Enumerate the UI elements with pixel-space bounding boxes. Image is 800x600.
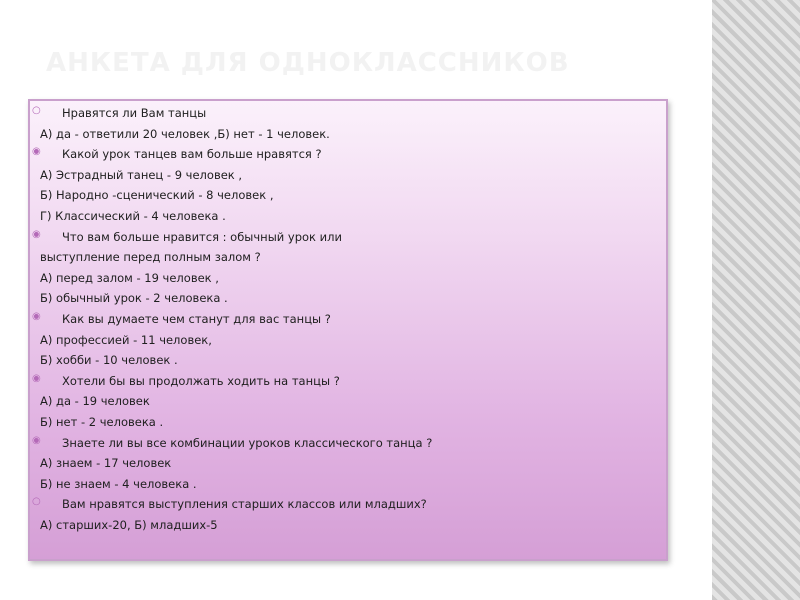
item-text: А) перед залом - 19 человек , [40,270,219,285]
item-text: А) профессией - 11 человек, [40,332,212,347]
item-text: А) старших-20, Б) младших-5 [40,518,218,532]
bullet-icon: ◉ [32,372,41,384]
answer-item [40,168,242,182]
item-text: А) да - 19 человек [40,394,150,409]
answer-item [40,250,261,264]
item-text: Б) не знаем - 4 человека . [40,476,197,491]
answer-item [40,188,273,202]
question-item [32,311,331,326]
answer-item [40,477,197,491]
item-text: А) знаем - 17 человек [40,456,172,471]
bullet-icon: ◉ [32,434,41,446]
bullet-icon: ○ [32,105,41,116]
item-text: Какой урок танцев вам больше нравятся ? [62,147,322,162]
item-text: Б) хобби - 10 человек . [40,353,178,368]
item-text: Б) нет - 2 человека . [40,415,164,429]
bullet-icon: ○ [32,496,41,508]
question-item [32,228,342,244]
item-text: Г) Классический - 4 человека . [40,209,226,223]
question-item [32,146,322,162]
survey-panel [28,99,668,561]
answer-item [40,456,171,470]
answer-item [40,271,219,285]
question-item [32,434,433,450]
page-title: АНКЕТА ДЛЯ ОДНОКЛАССНИКОВ [46,48,570,78]
answer-item [40,415,163,429]
item-text: А) да - ответили 20 человек ,Б) нет - 1 человек. [40,126,330,141]
item-text: Б) обычный урок - 2 человека . [40,291,228,306]
bullet-icon: ◉ [32,146,41,158]
item-text: Б) Народно -сценический - 8 человек , [40,188,274,203]
answer-item [40,353,178,367]
answer-item [40,291,228,305]
answer-item [40,127,330,141]
answer-item [40,333,212,347]
bullet-icon: ◉ [32,228,41,240]
bullet-icon: ◉ [32,311,41,322]
item-text: Вам нравятся выступления старших классов или младших? [62,497,427,512]
item-text: Что вам больше нравится : обычный урок или [62,229,342,244]
item-text: Хотели бы вы продолжать ходить на танцы ? [62,373,340,388]
item-text: А) Эстрадный танец - 9 человек , [40,167,243,182]
item-text: Знаете ли вы все комбинации уроков классического танца ? [62,435,433,450]
question-item [32,372,340,388]
item-text: выступление перед полным залом ? [40,250,261,265]
item-text: Как вы думаете чем станут для вас танцы ? [62,312,331,326]
question-item [32,105,207,120]
item-text: Нравятся ли Вам танцы [62,106,207,120]
question-item [32,496,427,512]
answer-item [40,518,218,532]
answer-item [40,209,226,223]
answer-item [40,394,150,408]
decorative-stripe [712,0,800,600]
